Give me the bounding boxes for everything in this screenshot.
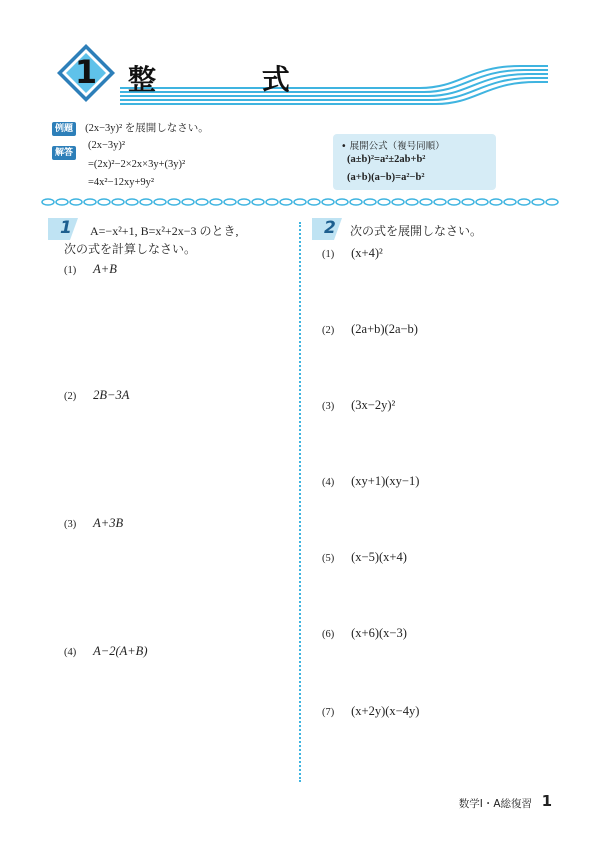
item-expression: (x+2y)(x−4y) (351, 704, 420, 718)
chain-link (112, 199, 124, 205)
chapter-number: 1 (74, 53, 98, 91)
problem-1-text-1: A=−x²+1, B=x²+2x−3 のとき, (90, 224, 239, 238)
problem-2-item-3 (322, 398, 395, 413)
problem-2-item-6 (322, 626, 407, 641)
formula-box-title: • 展開公式（複号同順） (341, 141, 445, 152)
problem-1-number: 1 (60, 218, 72, 238)
chain-link (322, 199, 334, 205)
problem-1-item-1 (64, 262, 117, 277)
chain-link (98, 199, 110, 205)
page-number: 1 (541, 792, 552, 810)
chain-link (294, 199, 306, 205)
item-expression: (x−5)(x+4) (351, 550, 407, 564)
answer-line-3: =4x²−12xy+9y² (88, 177, 155, 188)
item-expression: 2B−3A (93, 388, 130, 402)
example-answer (52, 140, 76, 160)
problem-1-item-2 (64, 388, 129, 403)
chain-link (490, 199, 502, 205)
answer-tag: 解答 (52, 146, 76, 160)
chain-link (56, 199, 68, 205)
chain-divider (40, 196, 560, 208)
chain-link (168, 199, 180, 205)
item-label: (1) (322, 249, 335, 260)
item-label: (3) (322, 401, 335, 412)
chain-link (532, 199, 544, 205)
chain-link (154, 199, 166, 205)
item-expression: A−2(A+B) (93, 644, 148, 658)
item-label: (7) (322, 707, 335, 718)
problem-2-text: 次の式を展開しなさい。 (350, 224, 483, 238)
problem-1-item-4 (64, 644, 147, 659)
problem-2-badge (312, 218, 342, 244)
chain-link (336, 199, 348, 205)
chain-link (280, 199, 292, 205)
problem-2-item-4 (322, 474, 419, 489)
chain-link (224, 199, 236, 205)
chain-link (504, 199, 516, 205)
example-problem-text: (2x−3y)² を展開しなさい。 (85, 123, 209, 134)
item-expression: (xy+1)(xy−1) (351, 474, 420, 488)
item-label: (6) (322, 629, 335, 640)
problem-2-item-2 (322, 322, 418, 337)
problem-2-number: 2 (324, 218, 336, 238)
chain-link (42, 199, 54, 205)
chain-link (70, 199, 82, 205)
problem-1-item-3 (64, 516, 123, 531)
answer-line-2: =(2x)²−2×2x×3y+(3y)² (88, 159, 186, 170)
answer-line-1: (2x−3y)² (88, 140, 126, 151)
item-expression: (x+4)² (351, 246, 383, 260)
example-tag: 例題 (52, 122, 76, 136)
item-label: (2) (322, 325, 335, 336)
chain-link (350, 199, 362, 205)
chain-link (210, 199, 222, 205)
chain-link (434, 199, 446, 205)
chain-link (252, 199, 264, 205)
chapter-number-badge (55, 42, 117, 104)
formula-line-2: (a+b)(a−b)=a²−b² (347, 172, 425, 183)
chain-link (406, 199, 418, 205)
chain-link (476, 199, 488, 205)
item-expression: A+B (93, 262, 117, 276)
chain-link (378, 199, 390, 205)
problem-2-item-1 (322, 246, 383, 261)
chain-link (196, 199, 208, 205)
chain-link (308, 199, 320, 205)
chain-link (546, 199, 558, 205)
chain-link (462, 199, 474, 205)
item-expression: (2a+b)(2a−b) (351, 322, 418, 336)
item-expression: (x+6)(x−3) (351, 626, 407, 640)
column-divider (299, 222, 301, 782)
item-label: (1) (64, 265, 77, 276)
chain-link (84, 199, 96, 205)
chain-link (392, 199, 404, 205)
chain-link (140, 199, 152, 205)
formula-line-1: (a±b)²=a²±2ab+b² (347, 154, 426, 165)
formula-box (333, 134, 496, 190)
chain-link (182, 199, 194, 205)
chain-link (266, 199, 278, 205)
footer-book-title: 数学Ⅰ・A総復習 (458, 798, 532, 810)
problem-2-item-7 (322, 704, 419, 719)
item-label: (3) (64, 519, 77, 530)
item-label: (2) (64, 391, 77, 402)
chain-link (420, 199, 432, 205)
chain-link (448, 199, 460, 205)
chain-link (238, 199, 250, 205)
problem-1-text-2: 次の式を計算しなさい。 (64, 242, 197, 256)
chain-link (364, 199, 376, 205)
item-label: (4) (322, 477, 335, 488)
chain-link (518, 199, 530, 205)
item-label: (4) (64, 647, 77, 658)
item-expression: (3x−2y)² (351, 398, 396, 412)
item-expression: A+3B (93, 516, 124, 530)
chain-link (126, 199, 138, 205)
problem-2-item-5 (322, 550, 407, 565)
chapter-title: 整 式 (128, 63, 338, 96)
example-problem (52, 116, 209, 136)
item-label: (5) (322, 553, 335, 564)
